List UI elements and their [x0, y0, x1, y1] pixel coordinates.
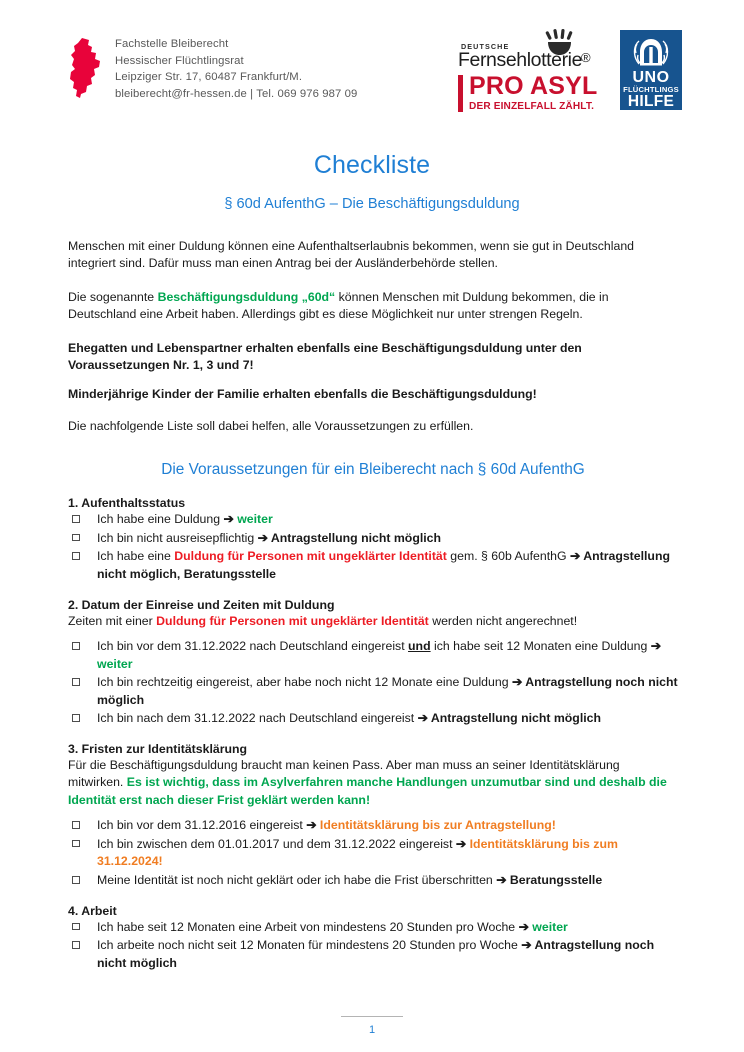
checklist-item-label: Ich bin rechtzeitig eingereist, aber habe noch nicht 12 Monate eine Duldung ➔ Antragstellung noch nicht möglich — [97, 675, 678, 707]
checklist-item[interactable] — [68, 638, 678, 673]
checklist-group-3 — [68, 817, 678, 889]
arrow-icon: ➔ — [569, 549, 584, 564]
checkbox-icon[interactable] — [72, 714, 80, 722]
fluechtlings-label: FLÜCHTLINGS — [623, 85, 679, 94]
checklist-item-label: Ich bin vor dem 31.12.2022 nach Deutschland eingereist und ich habe seit 12 Monaten eine Duldung ➔ weiter — [97, 639, 662, 671]
checkbox-icon[interactable] — [72, 821, 80, 829]
beschaeftigungsduldung-highlight: Beschäftigungsduldung „60d“ — [157, 289, 336, 304]
checkbox-icon[interactable] — [72, 876, 80, 884]
checklist-item[interactable] — [68, 674, 678, 709]
pro-asyl-wordmark: PRO ASYL — [469, 72, 598, 100]
checkbox-icon[interactable] — [72, 678, 80, 686]
checkbox-icon[interactable] — [72, 923, 80, 931]
group-note-3: Für die Beschäftigungsduldung braucht man keinen Pass. Aber man muss an seiner Identitätsklärung mitwirken. Es ist wichtig, dass im Asylverfahren manche Handlungen unzumutbar sind und deshalb die Identität erst nach dieser Frist geklärt werden kann! — [68, 758, 667, 807]
arrow-icon: ➔ — [306, 818, 320, 833]
group-heading-1: 1. Aufenthaltsstatus — [68, 496, 186, 511]
hessen-state-silhouette-icon — [68, 38, 102, 98]
checklist-group-4 — [68, 919, 678, 973]
page-footer — [0, 1016, 744, 1038]
fernsehlotterie-deutsche-label: DEUTSCHE — [461, 42, 510, 51]
requirements-groups — [68, 495, 678, 972]
arrow-icon: ➔ — [223, 512, 238, 527]
intro-paragraph-5: Die nachfolgende Liste soll dabei helfen, alle Voraussetzungen zu erfüllen. — [68, 418, 474, 433]
page-number: 1 — [368, 1024, 376, 1036]
checklist-item-label: Ich bin nicht ausreisepflichtig ➔ Antragstellung nicht möglich — [97, 530, 442, 545]
checklist-item-label: Ich habe eine Duldung ➔ weiter — [97, 512, 273, 527]
deutsche-fernsehlotterie-logo — [458, 28, 608, 72]
org-line-2: Hessischer Flüchtlingsrat — [115, 54, 244, 67]
unhcr-emblem-icon — [629, 35, 673, 69]
checklist-item[interactable] — [68, 511, 678, 529]
page-title: Checkliste — [313, 151, 431, 179]
checklist-item[interactable] — [68, 710, 678, 728]
fernsehlotterie-proasyl-group — [458, 28, 608, 113]
arrow-icon: ➔ — [518, 919, 533, 934]
checklist-item[interactable] — [68, 919, 678, 937]
checkbox-icon[interactable] — [72, 941, 80, 949]
intro-paragraph-3: Ehegatten und Lebenspartner erhalten ebenfalls eine Beschäftigungsduldung unter den Voraussetzungen Nr. 1, 3 und 7! — [68, 340, 582, 373]
checklist-item-label: Ich habe seit 12 Monaten eine Arbeit von mindestens 20 Stunden pro Woche ➔ weiter — [97, 919, 568, 934]
uno-label: UNO — [632, 69, 670, 86]
page-subtitle: § 60d AufenthG – Die Beschäftigungsduldung — [224, 196, 520, 212]
hilfe-label: HILFE — [627, 93, 675, 110]
checkbox-icon[interactable] — [72, 515, 80, 523]
group-heading-2: 2. Datum der Einreise und Zeiten mit Duldung — [68, 597, 335, 612]
pro-asyl-red-bar — [458, 75, 463, 112]
group-heading-3: 3. Fristen zur Identitätsklärung — [68, 742, 248, 756]
checklist-item[interactable] — [68, 548, 678, 583]
intro-paragraph-1 — [68, 238, 678, 273]
intro-p2-lead: Die sogenannte — [68, 289, 158, 304]
uno-fluechtlingshilfe-logo — [620, 30, 682, 110]
checklist-item-label: Ich arbeite noch nicht seit 12 Monaten für mindestens 20 Stunden pro Woche ➔ Antragstellung noch nicht möglich — [97, 938, 655, 970]
checklist-group-1 — [68, 511, 678, 583]
arrow-icon: ➔ — [496, 873, 510, 887]
document-header — [0, 0, 744, 113]
checklist-item-label: Ich habe eine Duldung für Personen mit ungeklärter Identität gem. § 60b AufenthG ➔ Antragstellung nicht möglich, Beratungsstelle — [97, 549, 670, 582]
checkbox-icon[interactable] — [72, 840, 80, 848]
checklist-item-label: Ich bin vor dem 31.12.2016 eingereist ➔ Identitätsklärung bis zur Antragstellung! — [97, 818, 556, 833]
group-note-2: Zeiten mit einer Duldung für Personen mit ungeklärter Identität werden nicht angerechnet! — [68, 613, 578, 628]
arrow-icon: ➔ — [417, 711, 431, 726]
checklist-group-2 — [68, 638, 678, 728]
checkbox-icon[interactable] — [72, 642, 80, 650]
intro-p2-tail: können Menschen mit Duldung bekommen, die in Deutschland eine Arbeit haben. Allerdings gibt es diese Möglichkeit nur unter strengen Regeln. — [68, 289, 609, 322]
requirements-section-heading: Die Voraussetzungen für ein Bleiberecht nach § 60d AufenthG — [161, 461, 585, 479]
checkbox-icon[interactable] — [72, 534, 80, 542]
intro-paragraph-4: Minderjährige Kinder der Familie erhalten ebenfalls die Beschäftigungsduldung! — [68, 387, 537, 402]
org-line-4: bleiberecht@fr-hessen.de | Tel. 069 976 987 09 — [115, 87, 358, 100]
checklist-item[interactable] — [68, 817, 678, 835]
arrow-icon: ➔ — [455, 836, 470, 851]
checklist-item-label: Ich bin nach dem 31.12.2022 nach Deutschland eingereist ➔ Antragstellung nicht möglich — [97, 711, 601, 726]
checklist-item[interactable] — [68, 530, 678, 548]
checklist-item[interactable] — [68, 836, 678, 871]
organization-address — [115, 26, 357, 102]
organization-block — [68, 26, 357, 102]
arrow-icon: ➔ — [521, 938, 535, 953]
intro-paragraph-2 — [68, 289, 678, 324]
registered-trademark-icon: ® — [581, 50, 591, 65]
org-line-3: Leipziger Str. 17, 60487 Frankfurt/M. — [115, 71, 303, 84]
document-body — [0, 212, 744, 972]
fernsehlotterie-name-label: Fernsehlotterie — [458, 49, 583, 71]
arrow-icon: ➔ — [257, 530, 271, 545]
checklist-item-label: Meine Identität ist noch nicht geklärt oder ich habe die Frist überschritten ➔ Beratungsstelle — [97, 873, 603, 887]
intro-p1-text: Menschen mit einer Duldung können eine Aufenthaltserlaubnis bekommen, wenn sie gut in Deutschland integriert sind. Dafür muss man einen Antrag bei der Ausländerbehörde stellen. — [68, 239, 635, 271]
arrow-icon: ➔ — [511, 675, 526, 690]
pro-asyl-tagline: DER EINZELFALL ZÄHLT. — [469, 101, 595, 112]
org-line-1: Fachstelle Bleiberecht — [115, 38, 229, 50]
arrow-icon: ➔ — [650, 639, 662, 654]
checkbox-icon[interactable] — [72, 552, 80, 560]
checklist-item[interactable] — [68, 872, 678, 890]
footer-divider — [341, 1016, 403, 1017]
sponsor-logos — [458, 26, 682, 113]
group-heading-4: 4. Arbeit — [68, 903, 117, 918]
pro-asyl-logo — [458, 74, 597, 113]
checklist-item-label: Ich bin zwischen dem 01.01.2017 und dem 31.12.2022 eingereist ➔ Identitätsklärung bis zum 31.12.2024! — [97, 836, 618, 869]
checklist-item[interactable] — [68, 937, 678, 972]
